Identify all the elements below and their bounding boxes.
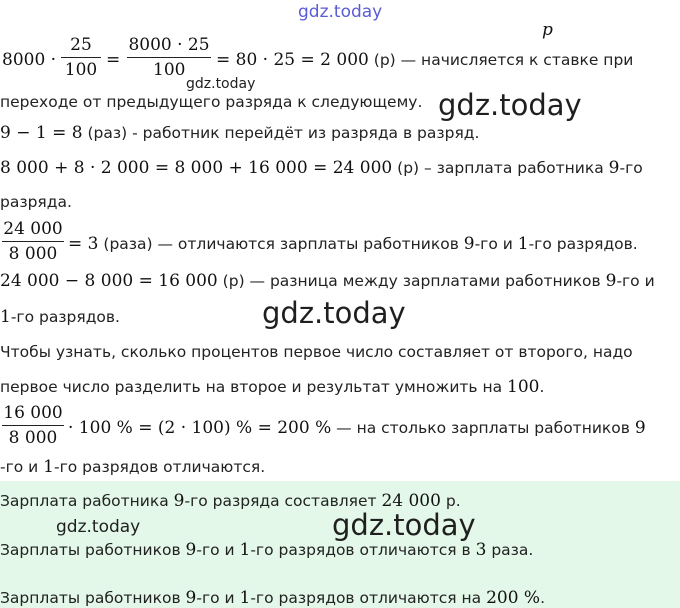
frac-bar bbox=[61, 57, 101, 58]
frac-bar bbox=[127, 57, 211, 58]
frac-denominator: 8 000 bbox=[8, 244, 58, 264]
fraction-24000-8000 bbox=[2, 219, 64, 264]
text-line-9: Чтобы узнать, сколько процентов первое число составляет от второго, надо bbox=[0, 343, 633, 361]
answer-line-2: Зарплаты работников 9-го и 1-го разрядов отличаются в 3 раза. bbox=[0, 540, 534, 560]
watermark-big-1: gdz.today bbox=[438, 88, 582, 122]
watermark-inline-small: gdz.today bbox=[186, 76, 256, 92]
text-line-5: разряда. bbox=[0, 193, 72, 211]
watermark-answer-small: gdz.today bbox=[56, 517, 141, 537]
frac-numerator: 24 000 bbox=[3, 219, 63, 239]
expr-line-3: 9 − 1 = 8 (раз) - работник перейдёт из разряда в разряд. bbox=[0, 123, 480, 143]
frac-numerator: 25 bbox=[70, 35, 92, 55]
equals-sign: = bbox=[106, 50, 121, 70]
expr-line-11: · 100 % = (2 · 100) % = 200 % — на столько зарплаты работников 9 bbox=[68, 418, 646, 438]
text-line-12: -го и 1-го разрядов отличаются. bbox=[0, 457, 266, 477]
text-line-10: первое число разделить на второе и результат умножить на 100. bbox=[0, 377, 545, 397]
text-line-2: переходе от предыдущего разряда к следующему. bbox=[0, 93, 423, 111]
frac-denominator: 8 000 bbox=[8, 428, 58, 448]
fraction-8000x25-100 bbox=[127, 35, 211, 80]
frac-numerator: 16 000 bbox=[3, 403, 63, 423]
answer-line-3: Зарплаты работников 9-го и 1-го разрядов отличаются на 200 %. bbox=[0, 588, 546, 608]
expr-line-4: 8 000 + 8 · 2 000 = 8 000 + 16 000 = 24 000 (р) – зарплата работника 9-го bbox=[0, 158, 643, 178]
watermark-top: gdz.today bbox=[298, 2, 383, 22]
expr-line-6: = 3 (раза) — отличаются зарплаты работников 9-го и 1-го разрядов. bbox=[68, 234, 638, 254]
fraction-16000-8000 bbox=[2, 403, 64, 448]
expr-line-1-rest: = 80 · 25 = 2 000 (р) — начисляется к ставке при bbox=[216, 50, 634, 70]
answer-line-1: Зарплата работника 9-го разряда составляет 24 000 р. bbox=[0, 491, 461, 511]
expr-line-7: 24 000 − 8 000 = 16 000 (р) — разница между зарплатами работников 9-го и bbox=[0, 271, 655, 291]
watermark-big-3: gdz.today bbox=[332, 508, 476, 542]
frac-bar bbox=[2, 241, 64, 242]
fraction-25-100 bbox=[61, 35, 101, 80]
frac-denominator: 100 bbox=[64, 60, 98, 80]
watermark-big-2: gdz.today bbox=[262, 296, 406, 330]
text-line-8: 1-го разрядов. bbox=[0, 307, 120, 327]
expr-lead: 8000 · bbox=[2, 50, 57, 70]
frac-bar bbox=[2, 425, 64, 426]
corner-symbol: p bbox=[542, 20, 553, 40]
frac-denominator: 100 bbox=[153, 60, 186, 80]
frac-numerator: 8000 · 25 bbox=[128, 35, 210, 55]
